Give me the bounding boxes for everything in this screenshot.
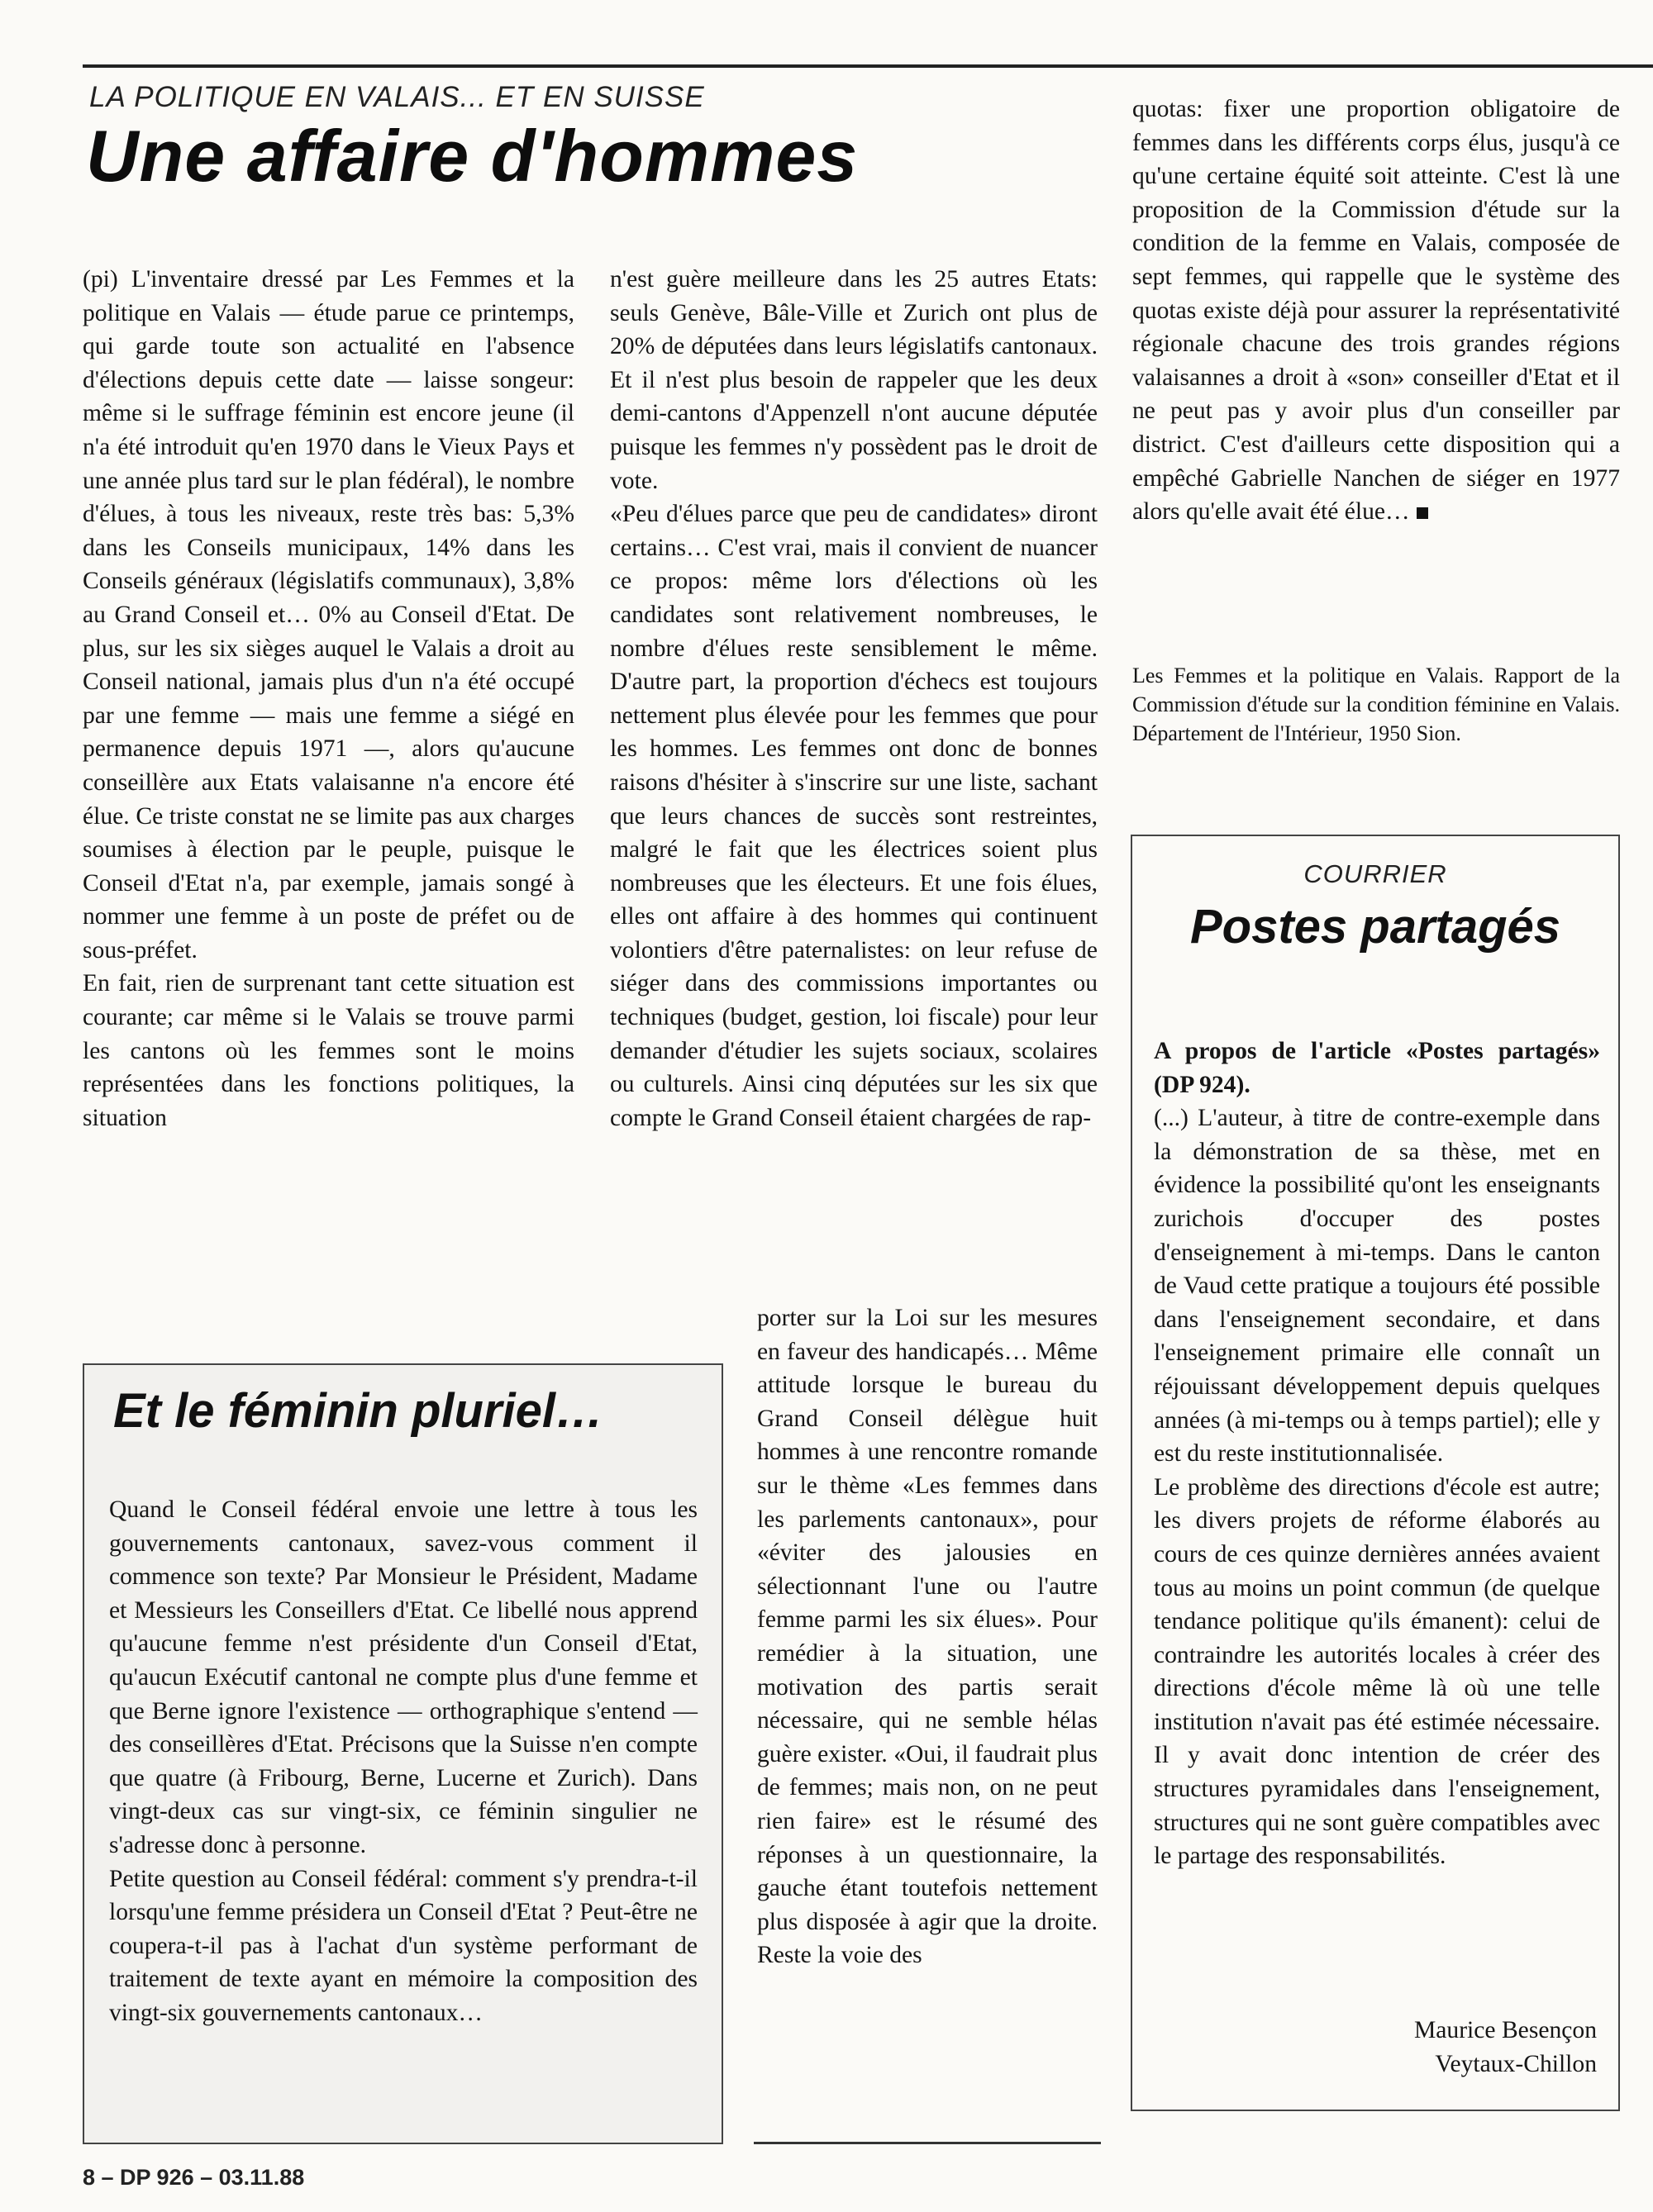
article-paragraph-6: quotas: fixer une proportion obligatoire de femmes dans les différents corps élus, jusqu'à ce qu'une certaine équité soit atteinte. C'est là une proposition de la Commission d'étude sur la condition de la femme en Valais, composée de sept femmes, qui rappelle que le système des quotas existe déjà pour assurer la représentativité régionale chacune des trois grandes régions valaisannes a droit à «son» conseiller d'Etat et il ne peut pas y avoir plus d'un conseiller par district. C'est d'ailleurs cette disposition qui a empêché Gabrielle Nanchen de siéger en 1977 alors qu'elle avait été élue… xyxy=(1132,96,1620,526)
article-paragraph-5: porter sur la Loi sur les mesures en faveur des handicapés… Même attitude lorsque le bureau du Grand Conseil délègue huit hommes à une rencontre romande sur le thème «Les femmes dans les parlements cantonaux», pour «éviter des jalousies en sélectionnant l'une ou l'autre femme parmi les six élues». Pour remédier à la situation, une motivation des partis serait nécessaire, qui ne semble hélas guère exister. «Oui, il faudrait plus de femmes; mais non, on ne peut rien faire» est le résumé des réponses à un questionnaire, la gauche étant toutefois nettement plus disposée à agir que la droite. Reste la voie des xyxy=(757,1305,1098,1969)
article-paragraph-1: (pi) L'inventaire dressé par Les Femmes et la politique en Valais — étude parue ce printemps, qui garde toute son actualité en l'absence d'élections depuis cette date — laisse songeur: même si le suffrage féminin est encore jeune (il n'a été introduit qu'en 1970 dans le Vieux Pays et une année plus tard sur le plan fédéral), le nombre d'élues, à tous les niveaux, reste très bas: 5,3% dans les Conseils municipaux, 14% dans les Conseils généraux (législatifs communaux), 3,8% au Grand Conseil et… 0% au Conseil d'Etat. De plus, sur les six sièges auquel le Valais a droit au Conseil national, jamais plus d'un n'a été occupé par une femme — mais une femme a siégé en permanence depuis 1971 —, alors qu'aucune conseillère aux Etats valaisanne n'a encore été élue. Ce triste constat ne se limite pas aux charges soumises à élection par le peuple, puisque le Conseil d'Etat n'a, par exemple, jamais songé à nommer une femme à un poste de préfet ou de sous-préfet. xyxy=(83,266,574,963)
courrier-paragraph-1: (...) L'auteur, à titre de contre-exemple dans la démonstration de sa thèse, met en évidence la possibilité qu'ont les enseignants zurichois d'occuper des postes d'enseignement à mi-temps. Dans le canton de Vaud cette pratique a toujours été possible dans l'enseignement secondaire, et dans l'enseignement primaire elle connaît un réjouissant développement depuis quelques années (à mi-temps ou à temps partiel); elle y est du reste institutionnalisée. xyxy=(1154,1105,1600,1468)
article-column-2 xyxy=(610,263,1098,1135)
article-paragraph-3: n'est guère meilleure dans les 25 autres Etats: seuls Genève, Bâle-Ville et Zurich ont plus de 20% de députées dans leurs législatifs cantonaux. Et il n'est plus besoin de rappeler que les deux demi-cantons d'Appenzell n'ont aucune députée puisque les femmes n'y possèdent pas le droit de vote. xyxy=(610,266,1098,494)
courrier-text xyxy=(1154,1035,1600,1873)
courrier-author: Maurice Besençon xyxy=(1413,2017,1597,2043)
article-column-1 xyxy=(83,263,574,1135)
courrier-place: Veytaux-Chillon xyxy=(1435,2051,1597,2077)
end-mark-icon xyxy=(1417,507,1428,519)
article-column-3 xyxy=(1132,93,1620,529)
sidebar-feminin-pluriel xyxy=(83,1363,723,2144)
article-paragraph-4: «Peu d'élues parce que peu de candidates» diront certains… C'est vrai, mais il convient de nuancer ce propos: même lors d'élections où les candidates sont relativement nombreuses, le nombre d'élues reste sensiblement le même. D'autre part, la proportion d'échecs est toujours nettement plus élevée pour les femmes que pour les hommes. Les femmes ont donc de bonnes raisons d'hésiter à s'inscrire sur une liste, sachant que leurs chances de succès sont restreintes, malgré le fait que les électrices soient plus nombreuses que les électeurs. Et une fois élues, elles ont affaire à des hommes qui continuent volontiers d'être paternalistes: on leur refuse de siéger dans des commissions importantes ou techniques (budget, gestion, loi fiscale) pour leur demander d'étudier les sujets sociaux, scolaires ou culturels. Ainsi cinq députées sur les six que compte le Grand Conseil étaient chargées de rap- xyxy=(610,501,1098,1131)
article-paragraph-2: En fait, rien de surprenant tant cette situation est courante; car même si le Valais se trouve parmi les cantons où les femmes sont le moins représentées dans les fonctions politiques, la situation xyxy=(83,970,574,1131)
sidebar-text xyxy=(109,1493,698,2030)
article-headline: Une affaire d'hommes xyxy=(86,115,859,197)
courrier-title: Postes partagés xyxy=(1189,900,1561,954)
courrier-lead: A propos de l'article «Postes partagés» (DP 924). xyxy=(1154,1038,1600,1098)
section-kicker: LA POLITIQUE EN VALAIS... ET EN SUISSE xyxy=(89,81,705,113)
courrier-kicker: COURRIER xyxy=(1303,859,1447,888)
sidebar-paragraph-2: Petite question au Conseil fédéral: comment s'y prendra-t-il lorsqu'une femme présidera un Conseil d'Etat ? Peut-être ne coupera-t-il pas à l'achat d'un système performant de traitement de texte ayant en mémoire la composition des vingt-six gouvernements cantonaux… xyxy=(109,1865,698,2026)
bottom-rule xyxy=(754,2142,1101,2144)
sidebar-title: Et le féminin pluriel… xyxy=(113,1384,603,1438)
reference-note: Les Femmes et la politique en Valais. Rapport de la Commission d'étude sur la condition féminine en Valais. Département de l'Intérieur, 1950 Sion. xyxy=(1132,664,1620,745)
article-column-2-continued xyxy=(757,1301,1098,1972)
page-folio: 8 – DP 926 – 03.11.88 xyxy=(83,2165,305,2190)
sidebar-paragraph-1: Quand le Conseil fédéral envoie une lettre à tous les gouvernements cantonaux, savez-vous comment il commence son texte? Par Monsieur le Président, Madame et Messieurs les Conseillers d'Etat. Ce libellé nous apprend qu'aucune femme n'est présidente d'un Conseil d'Etat, qu'aucun Exécutif cantonal ne compte plus d'une femme et que Berne ignore l'existence — orthographique s'entend — des conseillères d'Etat. Précisons que la Suisse n'en compte que quatre (à Fribourg, Berne, Lucerne et Zurich). Dans vingt-deux cas sur vingt-six, ce féminin singulier ne s'adresse donc à personne. xyxy=(109,1496,698,1858)
courrier-paragraph-2: Le problème des directions d'école est autre; les divers projets de réforme élaborés au cours de ces quinze dernières années avaient tous au moins un point commun (de quelque tendance politique qu'ils émanent): celui de contraindre les autorités locales à créer des directions d'école même là où une telle institution n'avait pas été estimée nécessaire. Il y avait donc intention de créer des structures pyramidales dans l'enseignement, structures qui ne sont guère compatibles avec le partage des responsabilités. xyxy=(1154,1473,1600,1870)
top-rule xyxy=(83,64,1653,68)
sidebar-courrier xyxy=(1131,835,1620,2111)
